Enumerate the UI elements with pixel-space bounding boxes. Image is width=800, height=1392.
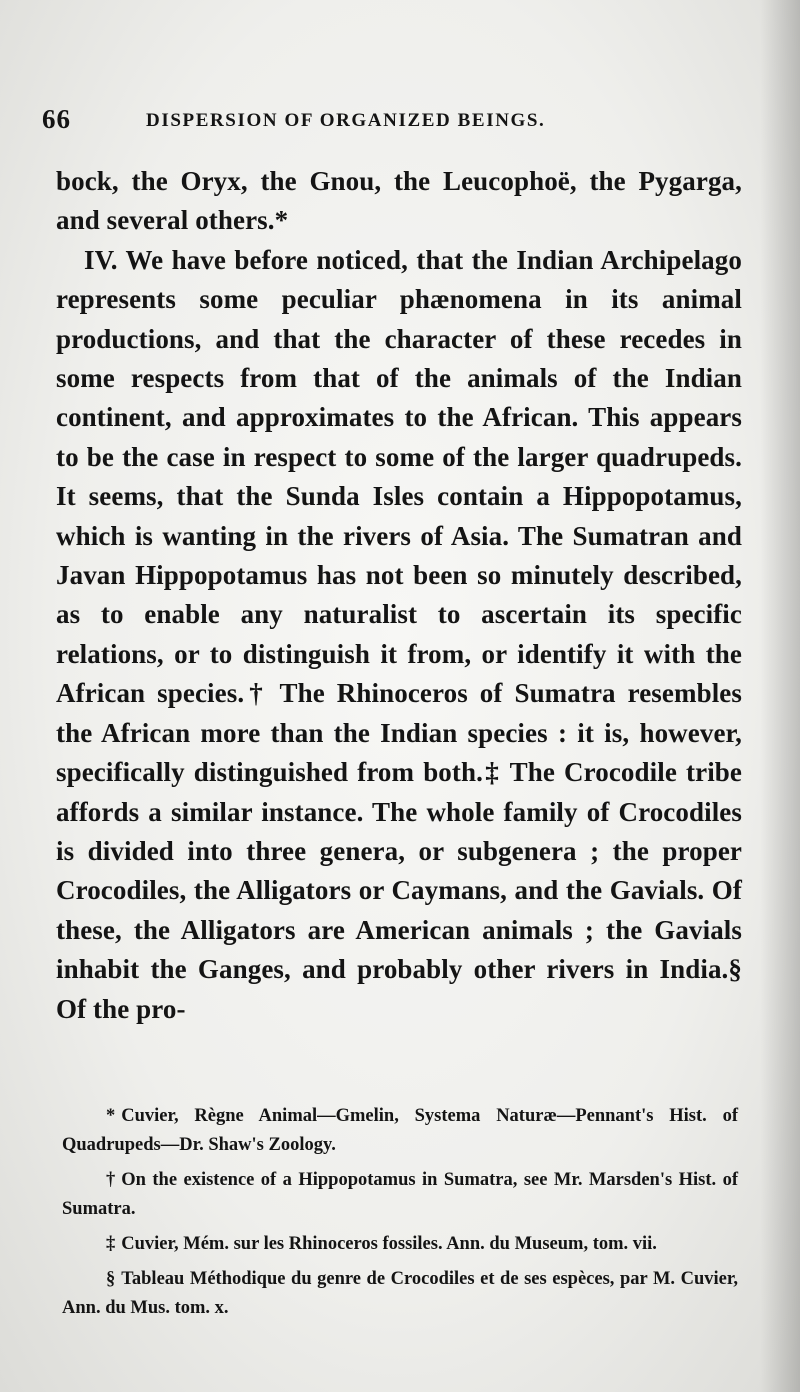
footnote-mark: † — [106, 1170, 116, 1190]
footnote-text: Cuvier, Règne Animal—Gmelin, Systema Naturæ—Pennant's Hist. of Quadrupeds—Dr. Shaw's Zoology. — [62, 1106, 738, 1155]
footnote — [62, 1230, 738, 1259]
paragraph-section-iv: IV. We have before noticed, that the Indian Archipelago represents some peculiar phænomena in its animal productions, and that the character of these recedes in some respects from that of the animals of the Indian continent, and approximates to the African. This appears to be the case in respect to some of the larger quadrupeds. It seems, that the Sunda Isles contain a Hippopotamus, which is wanting in the rivers of Asia. The Sumatran and Javan Hippopotamus has not been so minutely described, as to enable any naturalist to ascertain its specific relations, or to distinguish it from, or identify it with the African species.† The Rhinoceros of Sumatra resembles the African more than the Indian species : it is, however, specifically distinguished from both.‡ The Crocodile tribe affords a similar instance. The whole family of Crocodiles is divided into three genera, or subgenera ; the proper Crocodiles, the Alligators or Caymans, and the Gavials. Of these, the Alligators are American animals ; the Gavials inhabit the Ganges, and probably other rivers in India.§ Of the pro- — [56, 244, 742, 1024]
footnote-mark: * — [106, 1106, 116, 1126]
footnote-mark: ‡ — [106, 1234, 116, 1254]
footnotes — [62, 1102, 738, 1329]
footnote-text: On the existence of a Hippopotamus in Sumatra, see Mr. Marsden's Hist. of Sumatra. — [62, 1170, 738, 1219]
footnote — [62, 1102, 738, 1160]
paragraph-continuation: bock, the Oryx, the Gnou, the Leucophoë, the Pygarga, and several others.* — [56, 166, 742, 236]
footnote-text: Cuvier, Mém. sur les Rhinoceros fossiles. Ann. du Museum, tom. vii. — [121, 1234, 657, 1254]
page-edge-shadow — [760, 0, 800, 1392]
footnote — [62, 1265, 738, 1323]
page-header — [40, 104, 740, 144]
body-text — [56, 162, 742, 1029]
footnote-text: Tableau Méthodique du genre de Crocodiles et de ses espèces, par M. Cuvier, Ann. du Mus. tom. x. — [62, 1269, 738, 1318]
footnote — [62, 1166, 738, 1224]
footnote-mark: § — [106, 1269, 116, 1289]
running-head: DISPERSION OF ORGANIZED BEINGS. — [146, 110, 546, 131]
page-number: 66 — [42, 104, 71, 134]
